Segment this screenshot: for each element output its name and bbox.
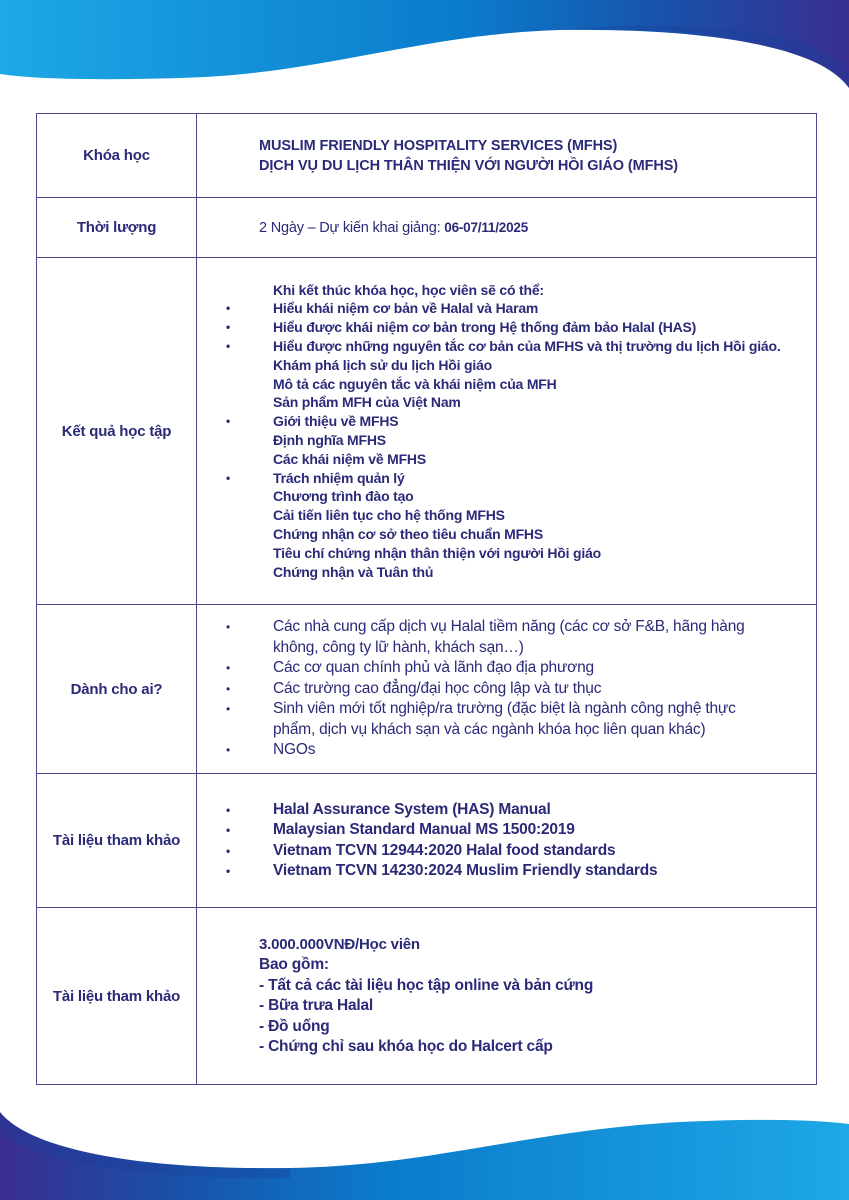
row-outcomes	[37, 258, 817, 605]
row-duration	[37, 198, 817, 258]
outcome-item: Các khái niệm về MFHS	[273, 450, 426, 467]
fee-cell	[197, 908, 817, 1085]
fee-label: Tài liệu tham khảo	[37, 908, 197, 1085]
outcome-item: • Giới thiệu về MFHS	[223, 412, 816, 431]
outcome-item: Cải tiến liên tục cho hệ thống MFHS	[273, 507, 505, 524]
audience-label: Dành cho ai?	[37, 605, 197, 774]
course-title-cell	[197, 114, 817, 198]
duration-cell	[197, 198, 817, 258]
outcome-item: • Trách nhiệm quản lý	[223, 469, 816, 488]
audience-item: • Các trường cao đẳng/đại học công lập và tư thục	[223, 679, 816, 700]
start-date: 06-07/11/2025	[444, 219, 528, 235]
reference-item: • Vietnam TCVN 14230:2024 Muslim Friendly standards	[223, 861, 816, 882]
fee-includes-label: Bao gồm:	[259, 956, 329, 973]
audience-item: • Các cơ quan chính phủ và lãnh đạo địa phương	[223, 658, 816, 679]
audience-item: • Sinh viên mới tốt nghiệp/ra trường (đặc biệt là ngành công nghệ thực phẩm, dịch vụ khách sạn và các ngành khóa học liên quan khác)	[223, 699, 816, 740]
course-info-table	[36, 113, 817, 1085]
reference-item: • Vietnam TCVN 12944:2020 Halal food standards	[223, 841, 816, 862]
course-title-vi: DỊCH VỤ DU LỊCH THÂN THIỆN VỚI NGƯỜI HỒI GIÁO (MFHS)	[259, 157, 679, 174]
outcome-item: • Hiểu được khái niệm cơ bản trong Hệ thống đảm bảo Halal (HAS)	[223, 318, 816, 337]
bullet-icon: •	[225, 414, 230, 429]
bullet-icon: •	[225, 802, 230, 817]
bullet-icon: •	[225, 661, 230, 676]
outcome-item: Chứng nhận và Tuân thủ	[273, 563, 434, 580]
duration-label: Thời lượng	[37, 198, 197, 258]
bottom-wave-decoration	[0, 1090, 849, 1200]
audience-item: • NGOs	[223, 740, 816, 761]
audience-list	[223, 617, 816, 761]
bullet-icon: •	[225, 843, 230, 858]
outcome-item: Chứng nhận cơ sở theo tiêu chuẩn MFHS	[273, 525, 543, 542]
outcomes-intro: Khi kết thúc khóa học, học viên sẽ có thể:	[273, 281, 544, 298]
outcome-item: Mô tả các nguyên tắc và khái niệm của MFH	[273, 375, 557, 392]
fee-include-item: - Bữa trưa Halal	[259, 997, 374, 1014]
audience-item: • Các nhà cung cấp dịch vụ Halal tiềm năng (các cơ sở F&B, hãng hàng không, công ty lữ hành, khách sạn…)	[223, 617, 816, 658]
bullet-icon: •	[225, 301, 230, 316]
row-references	[37, 774, 817, 908]
bullet-icon: •	[225, 470, 230, 485]
row-fee	[37, 908, 817, 1085]
outcome-item: Chương trình đào tạo	[273, 488, 414, 505]
duration-value	[223, 220, 816, 236]
outcome-item: • Hiểu khái niệm cơ bản về Halal và Haram	[223, 299, 816, 318]
fee-include-item: - Chứng chỉ sau khóa học do Halcert cấp	[259, 1038, 553, 1055]
course-title-en: MUSLIM FRIENDLY HOSPITALITY SERVICES (MFHS)	[259, 137, 618, 154]
fee-include-item: - Đồ uống	[259, 1017, 330, 1035]
row-course	[37, 114, 817, 198]
course-label: Khóa học	[37, 114, 197, 198]
bullet-icon: •	[225, 681, 230, 696]
top-wave-decoration	[0, 0, 849, 110]
reference-item: • Malaysian Standard Manual MS 1500:2019	[223, 820, 816, 841]
outcome-item: Khám phá lịch sử du lịch Hồi giáo	[273, 356, 493, 373]
fee-include-item: - Tất cả các tài liệu học tập online và bản cứng	[259, 976, 594, 994]
bullet-icon: •	[225, 743, 230, 758]
outcome-item: Định nghĩa MFHS	[273, 432, 386, 448]
references-list	[223, 800, 816, 882]
duration-text: 2 Ngày – Dự kiến khai giảng:	[259, 219, 445, 236]
bullet-icon: •	[225, 320, 230, 335]
references-label: Tài liệu tham khảo	[37, 774, 197, 908]
fee-price: 3.000.000VNĐ/Học viên	[259, 935, 420, 953]
reference-item: • Halal Assurance System (HAS) Manual	[223, 800, 816, 821]
audience-cell	[197, 605, 817, 774]
outcomes-cell	[197, 258, 817, 605]
bullet-icon: •	[225, 620, 230, 635]
fee-block	[223, 935, 816, 1058]
outcome-item: Sản phẩm MFH của Việt Nam	[273, 394, 461, 411]
row-audience	[37, 605, 817, 774]
outcomes-list	[223, 299, 816, 581]
references-cell	[197, 774, 817, 908]
outcomes-label: Kết quả học tập	[37, 258, 197, 605]
bullet-icon: •	[225, 823, 230, 837]
bullet-icon: •	[225, 339, 230, 354]
bullet-icon: •	[225, 864, 230, 878]
outcome-item: Tiêu chí chứng nhận thân thiện với người Hồi giáo	[273, 544, 602, 561]
bullet-icon: •	[225, 702, 230, 717]
outcome-item: • Hiểu được những nguyên tắc cơ bản của MFHS và thị trường du lịch Hồi giáo.	[223, 337, 816, 356]
